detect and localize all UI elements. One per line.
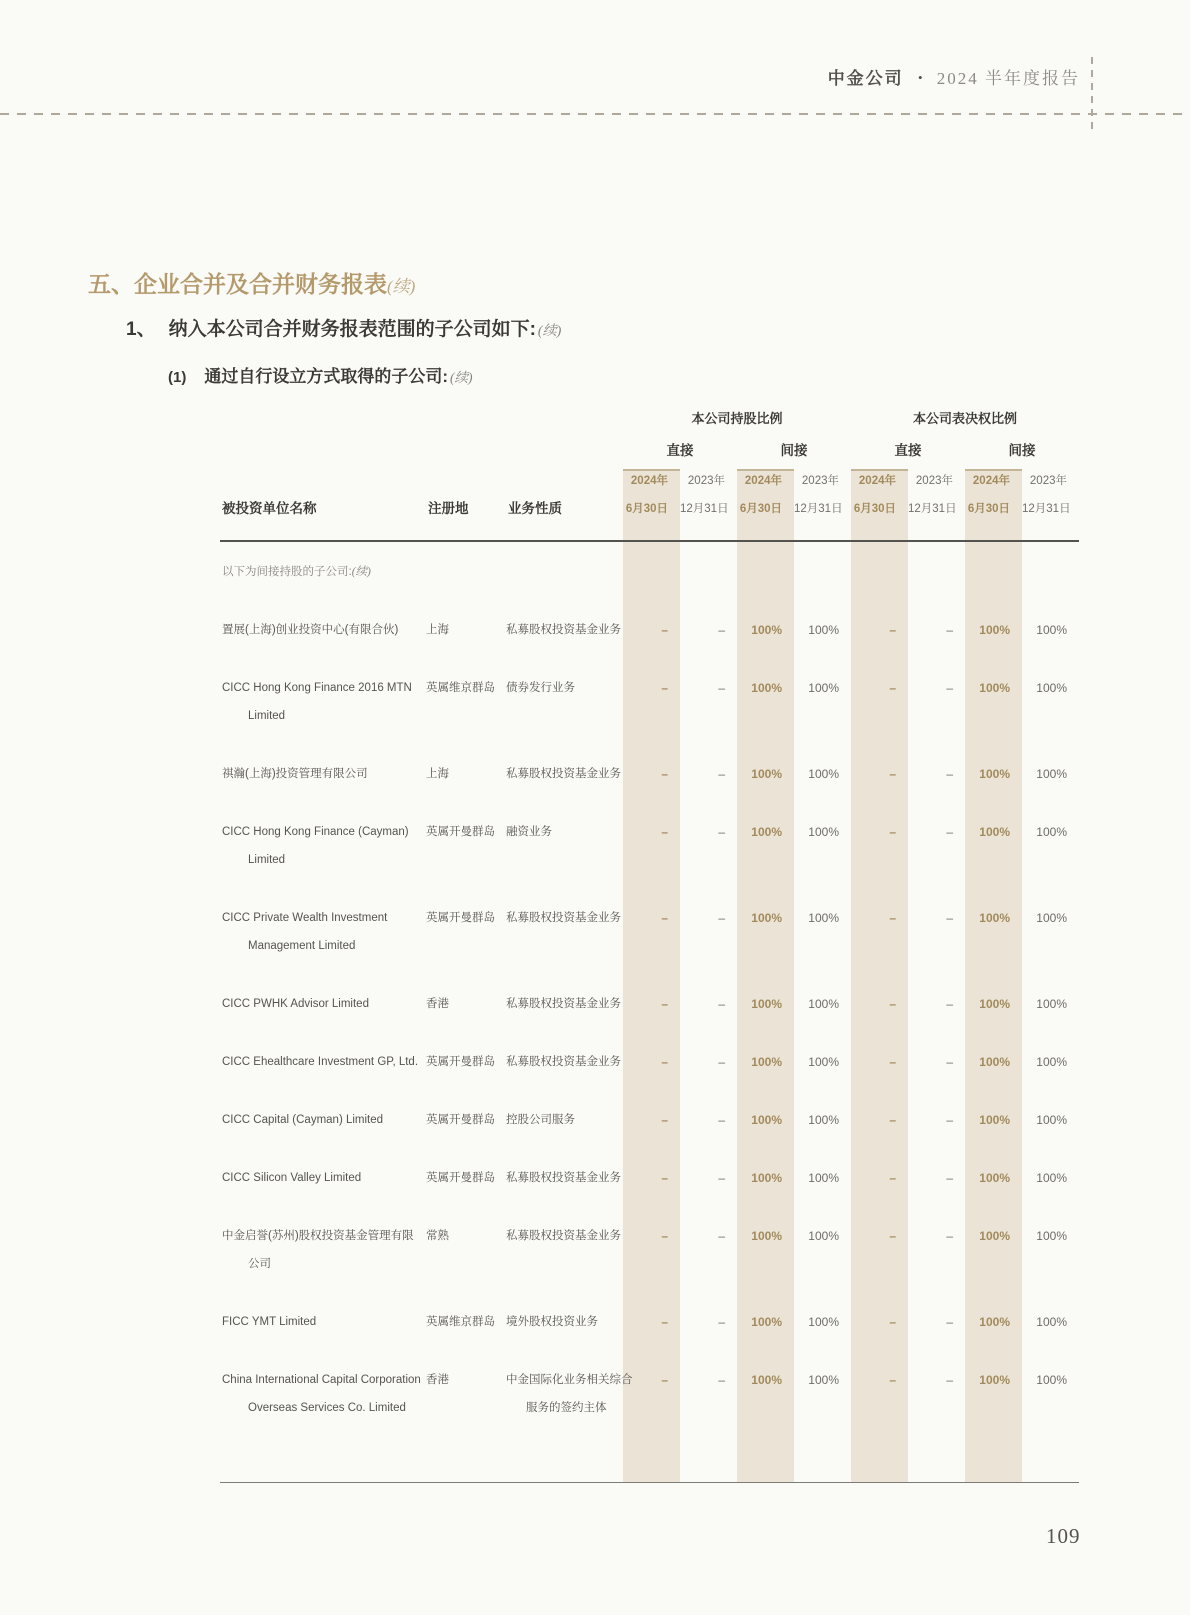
value-2024: 100% (979, 681, 1010, 695)
cell-registration-place: 上海 (426, 768, 449, 780)
value-2023: 100% (808, 1113, 839, 1127)
running-header (828, 68, 1080, 89)
value-2024: 100% (751, 767, 782, 781)
continued-mark: (续) (450, 370, 473, 385)
text-line: FICC YMT Limited (222, 1316, 317, 1328)
value-2023: 100% (1036, 681, 1067, 695)
table-row (220, 760, 1079, 788)
period-date-header: 6月30日 (739, 503, 782, 515)
cell-business-nature (506, 1222, 623, 1250)
value-2024: – (661, 1113, 668, 1127)
value-2024: – (889, 997, 896, 1011)
cell-business-nature (506, 616, 623, 644)
value-2023: – (718, 681, 725, 695)
table-row (220, 1164, 1079, 1192)
value-2024: 100% (979, 911, 1010, 925)
value-2023: 100% (808, 1055, 839, 1069)
text-line: Management Limited (248, 940, 356, 952)
period-year-header: 2024年 (972, 475, 1010, 487)
value-2023: – (718, 623, 725, 637)
value-2024: 100% (751, 1055, 782, 1069)
table-row (220, 674, 1079, 730)
value-2023: – (946, 1315, 953, 1329)
value-2023: – (946, 681, 953, 695)
value-2023: 100% (1036, 911, 1067, 925)
value-2024: 100% (751, 997, 782, 1011)
cell-business-nature (506, 1106, 623, 1134)
value-2024: – (661, 1171, 668, 1185)
value-2024: 100% (751, 1315, 782, 1329)
report-title: 2024 半年度报告 (936, 69, 1080, 88)
value-2023: – (946, 911, 953, 925)
value-2023: – (718, 825, 725, 839)
value-2023: 100% (1036, 1055, 1067, 1069)
cell-business-nature (506, 760, 623, 788)
table-row (220, 990, 1079, 1018)
period-date-header: 6月30日 (967, 503, 1010, 515)
cell-company-name (220, 1048, 426, 1076)
value-2023: 100% (1036, 1373, 1067, 1387)
text-line: 私募股权投资基金业务 (506, 1230, 621, 1242)
value-2024: 100% (751, 825, 782, 839)
text-line: 境外股权投资业务 (506, 1316, 598, 1328)
value-2024: – (889, 911, 896, 925)
text-line: Limited (248, 710, 286, 722)
cell-registration-place: 上海 (426, 624, 449, 636)
cell-business-nature (506, 1164, 623, 1192)
period-year-header: 2024年 (858, 475, 896, 487)
period-date-header: 6月30日 (853, 503, 896, 515)
text-line: Overseas Services Co. Limited (248, 1402, 406, 1414)
value-2024: – (661, 825, 668, 839)
value-2024: 100% (751, 1171, 782, 1185)
text-line: CICC Ehealthcare Investment GP, Ltd. (222, 1056, 419, 1068)
value-2023: 100% (808, 623, 839, 637)
horizontal-dashed-divider (0, 113, 1190, 115)
value-2023: – (718, 1113, 725, 1127)
cell-registration-place: 英属开曼群岛 (426, 1172, 495, 1184)
value-2023: – (946, 1229, 953, 1243)
text-line: 债券发行业务 (506, 682, 575, 694)
value-2024: 100% (751, 623, 782, 637)
value-2023: 100% (1036, 1113, 1067, 1127)
value-2023: – (946, 1171, 953, 1185)
section-label: 以下为间接持股的子公司:(续) (222, 566, 371, 578)
period-year-header: 2024年 (630, 475, 668, 487)
value-2023: – (946, 623, 953, 637)
text-line: 私募股权投资基金业务 (506, 1056, 621, 1068)
cell-company-name (220, 1366, 426, 1422)
column-header-name: 被投资单位名称 (222, 501, 317, 516)
subsection-number: 1、 (126, 319, 156, 340)
value-2024: – (889, 623, 896, 637)
page-number: 109 (1046, 1524, 1081, 1548)
section-heading-text: 五、企业合并及合并财务报表 (88, 271, 387, 297)
value-2024: – (661, 681, 668, 695)
continued-mark: (续) (387, 277, 416, 296)
text-line: CICC Private Wealth Investment (222, 912, 388, 924)
column-header-business: 业务性质 (508, 501, 562, 516)
cell-registration-place: 英属开曼群岛 (426, 912, 495, 924)
cell-company-name (220, 760, 426, 788)
value-2024: – (889, 1373, 896, 1387)
value-2023: – (946, 767, 953, 781)
cell-company-name (220, 1106, 426, 1134)
period-year-header: 2023年 (1029, 475, 1067, 487)
value-2024: 100% (979, 1171, 1010, 1185)
value-2023: – (946, 825, 953, 839)
text-line: CICC PWHK Advisor Limited (222, 998, 369, 1010)
cell-company-name (220, 1164, 426, 1192)
value-2023: – (718, 911, 725, 925)
value-2024: 100% (751, 1229, 782, 1243)
cell-business-nature (506, 1308, 623, 1336)
text-line: 控股公司服务 (506, 1114, 575, 1126)
text-line: China International Capital Corporation (222, 1374, 421, 1386)
direct-indirect-header: 直接 (666, 443, 694, 458)
value-2024: 100% (979, 1113, 1010, 1127)
value-2024: 100% (979, 623, 1010, 637)
value-2023: – (718, 997, 725, 1011)
group-header: 本公司持股比例 (691, 411, 783, 426)
table-row (220, 1222, 1079, 1278)
text-line: CICC Capital (Cayman) Limited (222, 1114, 384, 1126)
value-2023: 100% (808, 1171, 839, 1185)
value-2024: – (889, 1055, 896, 1069)
period-date-header: 12月31日 (1022, 503, 1071, 515)
value-2023: 100% (1036, 1171, 1067, 1185)
period-date-header: 12月31日 (908, 503, 957, 515)
cell-registration-place: 英属开曼群岛 (426, 1056, 495, 1068)
cell-company-name (220, 674, 426, 730)
value-2023: – (718, 1315, 725, 1329)
text-line: 融资业务 (506, 826, 552, 838)
value-2024: 100% (979, 1315, 1010, 1329)
value-2024: 100% (979, 767, 1010, 781)
cell-registration-place: 香港 (426, 1374, 449, 1386)
value-2024: – (889, 1229, 896, 1243)
value-2024: 100% (751, 1113, 782, 1127)
cell-business-nature (506, 904, 623, 932)
value-2024: 100% (751, 681, 782, 695)
table-row (220, 616, 1079, 644)
value-2024: 100% (751, 1373, 782, 1387)
value-2024: – (661, 911, 668, 925)
cell-company-name (220, 818, 426, 874)
value-2023: – (718, 1373, 725, 1387)
separator-dot: • (917, 70, 923, 85)
subsidiaries-table (220, 400, 1079, 1483)
value-2024: – (889, 1171, 896, 1185)
value-2024: 100% (979, 1229, 1010, 1243)
table-row (220, 818, 1079, 874)
group-header: 本公司表决权比例 (912, 411, 1017, 426)
cell-company-name (220, 904, 426, 960)
cell-business-nature (506, 990, 623, 1018)
table-row (220, 1106, 1079, 1134)
item-heading-text: 通过自行设立方式取得的子公司: (续) (204, 367, 473, 386)
text-line: 私募股权投资基金业务 (506, 998, 621, 1010)
cell-business-nature (506, 1048, 623, 1076)
value-2024: 100% (979, 1373, 1010, 1387)
value-2024: – (889, 1113, 896, 1127)
cell-registration-place: 英属开曼群岛 (426, 1114, 495, 1126)
text-line: 置展(上海)创业投资中心(有限合伙) (222, 624, 399, 636)
vertical-dashed-divider (1091, 57, 1093, 133)
direct-indirect-header: 间接 (780, 443, 808, 458)
period-date-header: 12月31日 (794, 503, 843, 515)
period-year-header: 2023年 (687, 475, 725, 487)
text-line: 私募股权投资基金业务 (506, 912, 621, 924)
value-2024: – (661, 623, 668, 637)
text-line: 私募股权投资基金业务 (506, 1172, 621, 1184)
value-2024: 100% (751, 911, 782, 925)
cell-registration-place: 英属开曼群岛 (426, 826, 495, 838)
value-2023: 100% (808, 1315, 839, 1329)
table-body (220, 542, 1079, 1422)
value-2024: 100% (979, 825, 1010, 839)
value-2023: – (946, 1055, 953, 1069)
continued-mark: (续) (537, 324, 562, 339)
value-2023: 100% (808, 997, 839, 1011)
text-line: 中金启誉(苏州)股权投资基金管理有限 (222, 1230, 414, 1242)
value-2024: – (661, 1055, 668, 1069)
value-2023: 100% (1036, 825, 1067, 839)
cell-company-name (220, 1222, 426, 1278)
subsection-heading (126, 314, 561, 341)
table-row (220, 1048, 1079, 1076)
company-name: 中金公司 (827, 69, 904, 88)
period-year-header: 2023年 (801, 475, 839, 487)
item-number: (1) (168, 369, 187, 386)
subsection-heading-text: 纳入本公司合并财务报表范围的子公司如下: (续) (168, 319, 562, 340)
value-2023: 100% (1036, 767, 1067, 781)
value-2024: – (889, 767, 896, 781)
value-2023: – (718, 767, 725, 781)
value-2023: – (946, 1373, 953, 1387)
value-2023: 100% (808, 1373, 839, 1387)
text-line: CICC Silicon Valley Limited (222, 1172, 362, 1184)
text-line: 私募股权投资基金业务 (506, 768, 621, 780)
value-2024: – (661, 1229, 668, 1243)
value-2024: – (661, 1373, 668, 1387)
value-2024: 100% (979, 1055, 1010, 1069)
value-2024: 100% (979, 997, 1010, 1011)
value-2023: 100% (808, 825, 839, 839)
cell-registration-place: 英属维京群岛 (426, 1316, 495, 1328)
table-row (220, 1366, 1079, 1422)
value-2024: – (889, 681, 896, 695)
value-2024: – (661, 767, 668, 781)
item-heading (168, 362, 473, 387)
period-date-header: 6月30日 (625, 503, 668, 515)
period-year-header: 2023年 (915, 475, 953, 487)
text-line: CICC Hong Kong Finance 2016 MTN (222, 682, 412, 694)
table-row (220, 904, 1079, 960)
value-2023: – (946, 1113, 953, 1127)
direct-indirect-header: 直接 (894, 443, 922, 458)
cell-company-name (220, 1308, 426, 1336)
value-2023: – (718, 1229, 725, 1243)
value-2023: – (718, 1171, 725, 1185)
period-year-header: 2024年 (744, 475, 782, 487)
text-line: 私募股权投资基金业务 (506, 624, 621, 636)
cell-registration-place: 常熟 (426, 1230, 449, 1242)
value-2024: – (661, 1315, 668, 1329)
cell-company-name (220, 616, 426, 644)
value-2024: – (889, 1315, 896, 1329)
column-header-place: 注册地 (428, 501, 469, 516)
value-2023: 100% (808, 1229, 839, 1243)
table-row (220, 1308, 1079, 1336)
text-line: 祺瀚(上海)投资管理有限公司 (222, 768, 368, 780)
cell-business-nature (506, 818, 623, 846)
text-line: 中金国际化业务相关综合 (506, 1374, 633, 1386)
cell-company-name (220, 990, 426, 1018)
value-2023: 100% (1036, 1229, 1067, 1243)
value-2023: 100% (1036, 997, 1067, 1011)
cell-business-nature (506, 1366, 633, 1422)
text-line: CICC Hong Kong Finance (Cayman) (222, 826, 409, 838)
cell-registration-place: 香港 (426, 998, 449, 1010)
text-line: Limited (248, 854, 286, 866)
value-2023: 100% (1036, 1315, 1067, 1329)
value-2024: – (661, 997, 668, 1011)
value-2023: 100% (808, 767, 839, 781)
section-heading (88, 266, 415, 299)
value-2023: 100% (808, 681, 839, 695)
value-2023: 100% (1036, 623, 1067, 637)
value-2023: 100% (808, 911, 839, 925)
value-2024: – (889, 825, 896, 839)
value-2023: – (718, 1055, 725, 1069)
value-2023: – (946, 997, 953, 1011)
text-line: 服务的签约主体 (526, 1402, 607, 1414)
direct-indirect-header: 间接 (1008, 443, 1036, 458)
cell-business-nature (506, 674, 623, 702)
text-line: 公司 (248, 1258, 271, 1270)
cell-registration-place: 英属维京群岛 (426, 682, 495, 694)
period-date-header: 12月31日 (680, 503, 729, 515)
